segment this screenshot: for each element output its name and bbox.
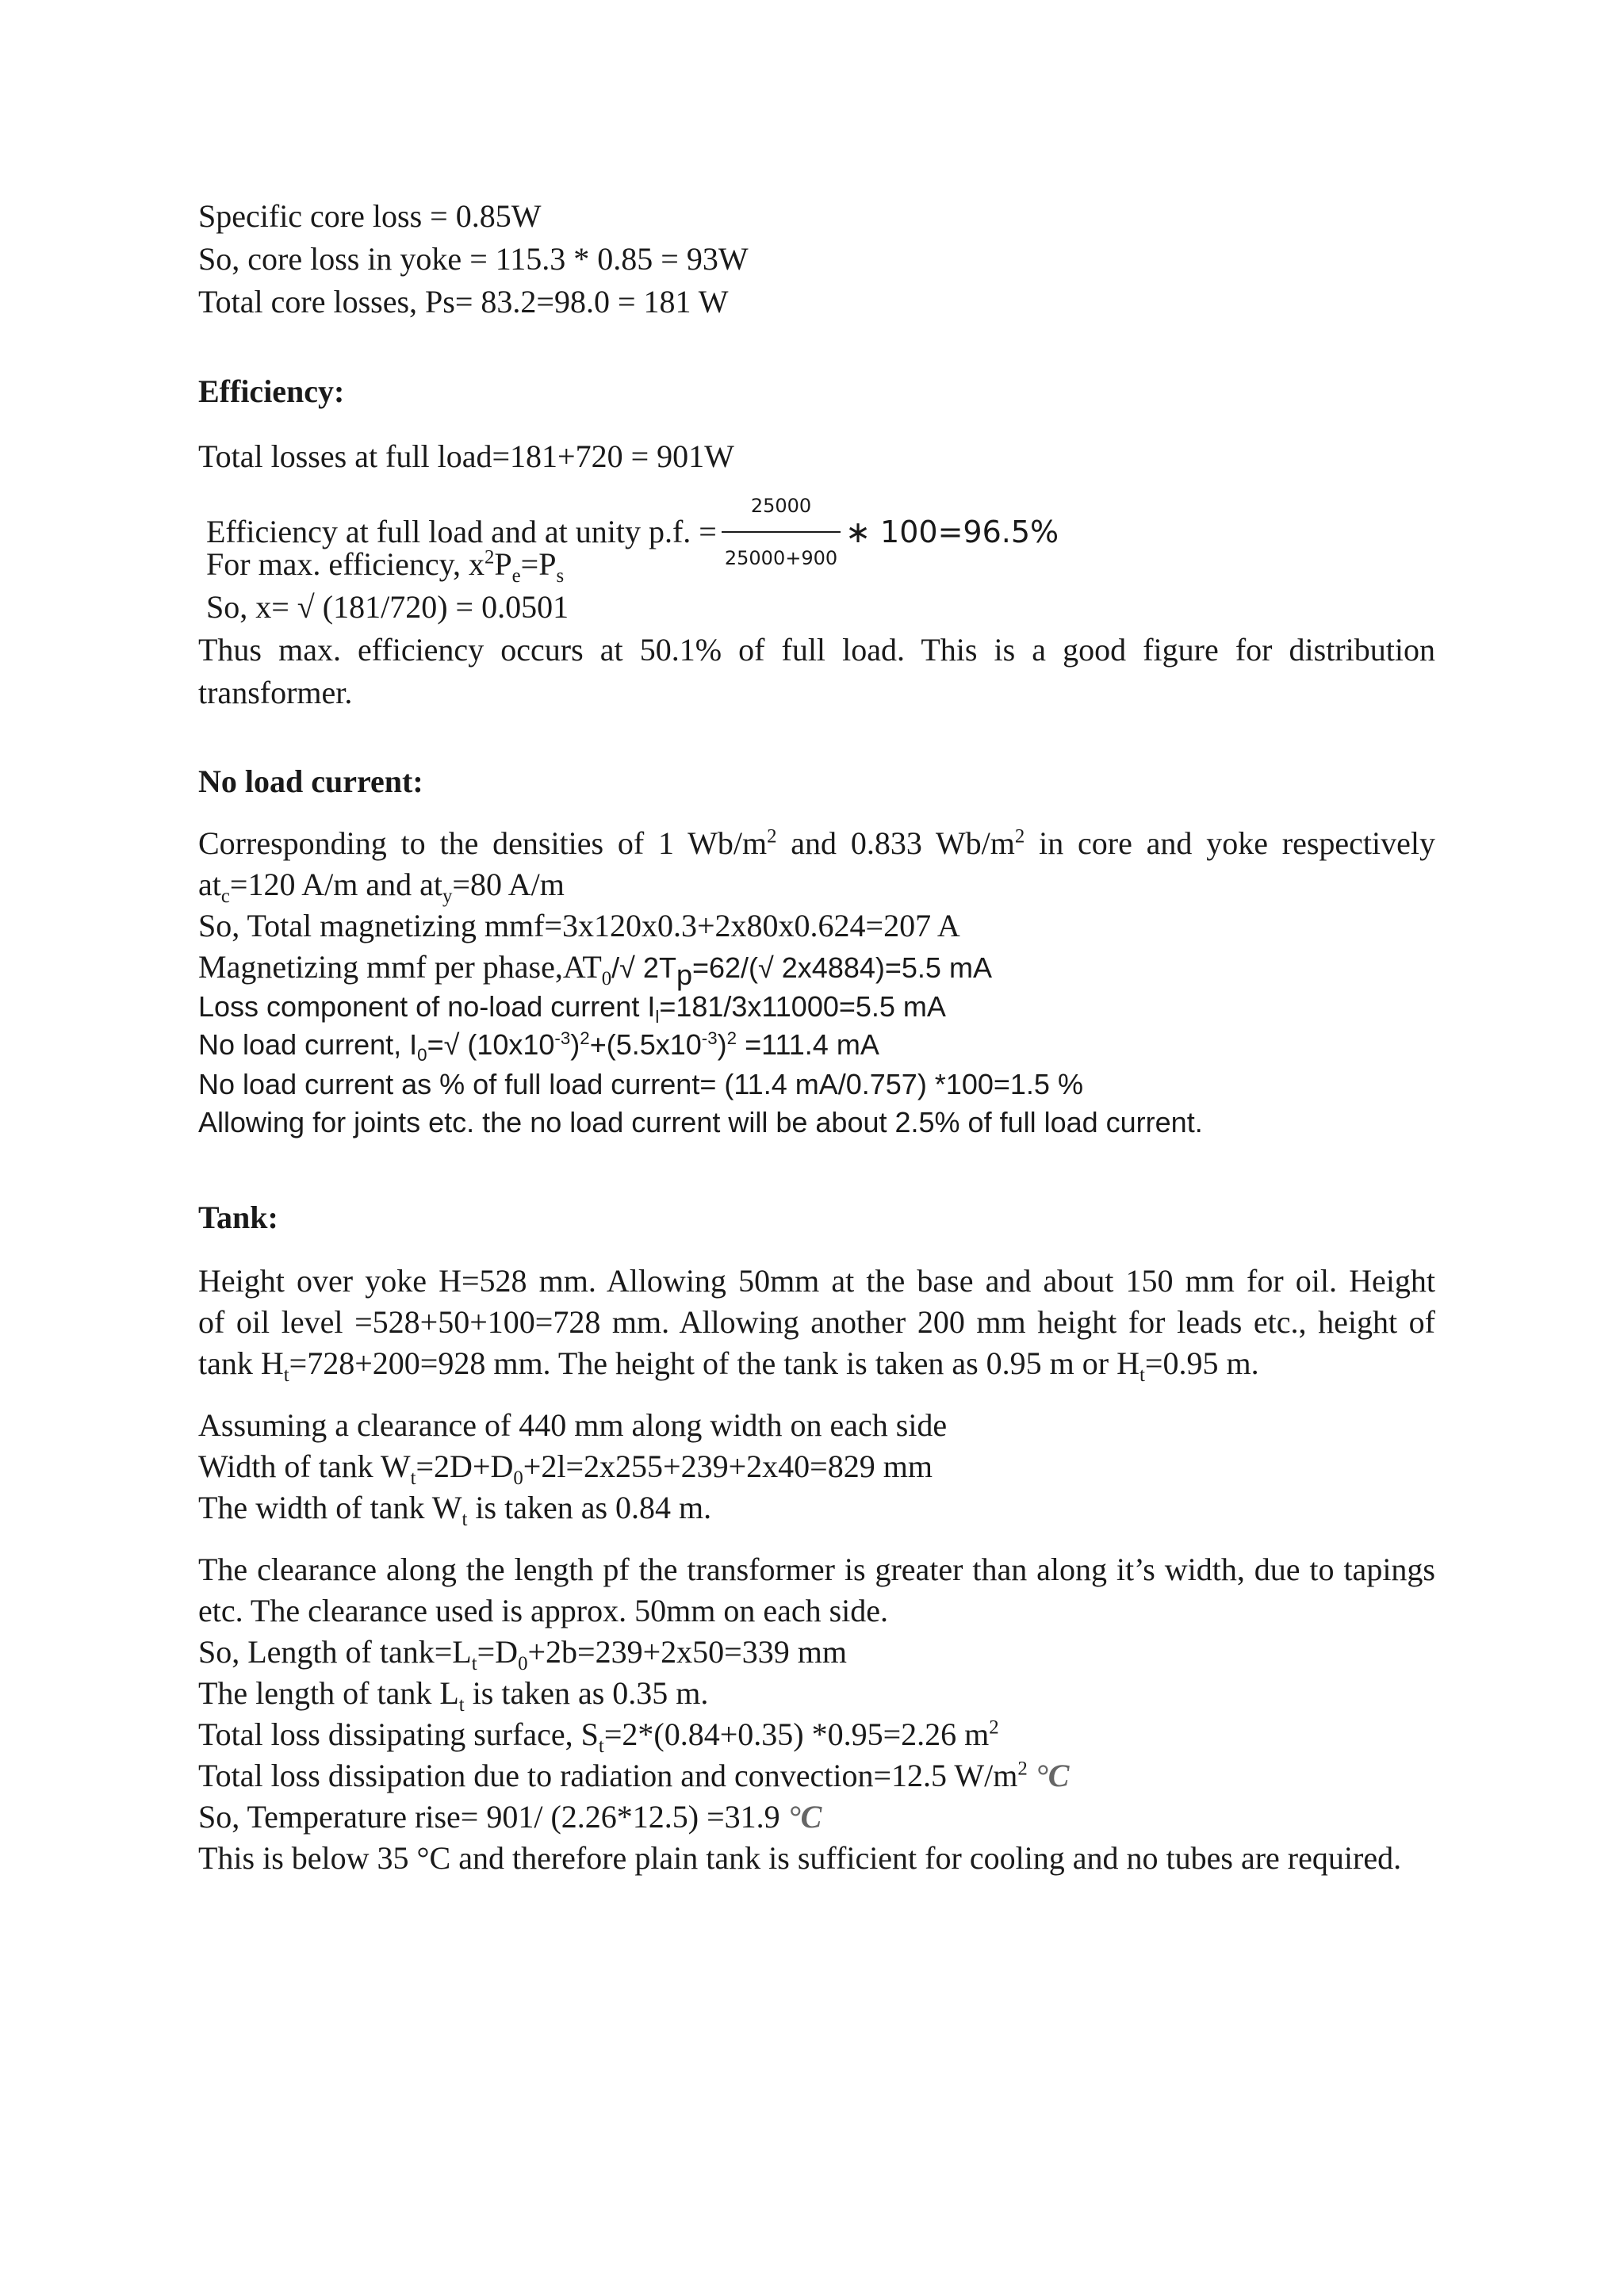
tank-length: So, Length of $\tan k=L_t=D_0+2b=239+2x50=339$ mm xyxy=(198,1634,847,1674)
yoke-core-loss: So, core loss in yoke = 115.3 * 0.85 = 93W xyxy=(198,241,749,277)
clearance-width: Assuming a clearance of 440 mm along width on each side xyxy=(198,1407,948,1443)
x-value: So, x= √ (181/720) = 0.0501 xyxy=(206,589,569,625)
efficiency-conclusion-1: Thus max. efficiency occurs at 50.1% of full load. This is a good figure for distribution xyxy=(198,632,1435,668)
cooling-conclusion: This is below 35 °C and therefore plain tank is sufficient for cooling and no tubes are required. xyxy=(198,1840,1402,1876)
tank-width-taken: The width of tank $W_t$ is taken as 0.84 m. xyxy=(198,1490,712,1530)
total-magnetizing-mmf: So, Total magnetizing mmf=3x120x0.3+2x80x0.624=207 A xyxy=(198,908,960,943)
specific-core-loss: Specific core loss = 0.85W xyxy=(198,198,542,234)
no-load-current-value: No load current, $I_0=√$ $(10x10^{-3})^2+(5.5x10^{-3})^2 =111.4$ mA xyxy=(198,1028,879,1066)
joints-allowance: Allowing for joints etc. the no load current will be about 2.5% of full load current. xyxy=(198,1106,1203,1138)
no-load-heading: No load current: xyxy=(198,763,423,799)
at-values: $at_c=120$ A/m and $at_y=80$ A/m xyxy=(198,867,565,907)
efficiency-heading: Efficiency: xyxy=(198,373,345,409)
efficiency-result: ∗ 100=96.5% xyxy=(845,515,1059,550)
loss-dissipation-rate: Total loss dissipation due to radiation and convection=12.5 $W/m^2$ °C xyxy=(198,1758,1070,1793)
tank-height-3: tank $H_t=728+200=928$ mm. The height of the tank is taken as 0.95 m or $H_t=0.95$ m. xyxy=(198,1345,1259,1386)
temperature-rise: So, Temperature rise= 901/ (2.26*12.5) =31.9 °C xyxy=(198,1799,822,1835)
dissipating-surface: Total loss dissipating surface, $S_t=2*(0.84+0.35)$ *0.95=2.26 $m^2$ xyxy=(198,1716,999,1757)
length-clearance-1: The clearance along the length pf the transformer is greater than along it’s width, due to tapings xyxy=(198,1552,1435,1587)
tank-heading: Tank: xyxy=(198,1200,278,1235)
efficiency-label: Efficiency at full load and at unity p.f. = xyxy=(206,514,717,550)
efficiency-fraction xyxy=(722,485,841,579)
tank-width: Width of tank $W_t=2D+D_0+2l=2x255+239+2x40=829$ mm xyxy=(198,1448,933,1489)
length-clearance-2: etc. The clearance used is approx. 50mm on each side. xyxy=(198,1593,889,1628)
tank-length-taken: The length of tank $L_t$ is taken as 0.35 m. xyxy=(198,1675,709,1716)
densities-line: Corresponding to the densities of 1 $Wb/m^2$ and 0.833 $Wb/m^2$ in core and yoke respectively xyxy=(198,825,1435,861)
fraction-numerator: 25000 xyxy=(722,485,841,533)
no-load-percent: No load current as % of full load current= (11.4 mA/0.757) *100=1.5 % xyxy=(198,1068,1083,1100)
tank-height-2: of oil level =528+50+100=728 mm. Allowing another 200 mm height for leads etc., height of xyxy=(198,1304,1435,1340)
mmf-per-phase: Magnetizing mmf per $phase,AT_0/√$ $2T_p=62/(√$ 2x4884)=5.5 mA xyxy=(198,949,992,991)
total-core-losses: Total core losses, Ps= 83.2=98.0 = 181 W xyxy=(198,284,729,320)
fraction-denominator: 25000+900 xyxy=(724,547,838,569)
max-efficiency-condition: For max. efficiency, $x^2P_e=P_s$ xyxy=(206,546,565,587)
tank-height-1: Height over yoke H=528 mm. Allowing 50mm at the base and about 150 mm for oil. Height xyxy=(198,1263,1435,1299)
total-losses-full-load: Total losses at full load=181+720 = 901W xyxy=(198,438,734,474)
loss-component: Loss component of no-load current $I_l=181/3x11000=5.5$ mA xyxy=(198,990,946,1027)
efficiency-conclusion-2: transformer. xyxy=(198,675,353,710)
